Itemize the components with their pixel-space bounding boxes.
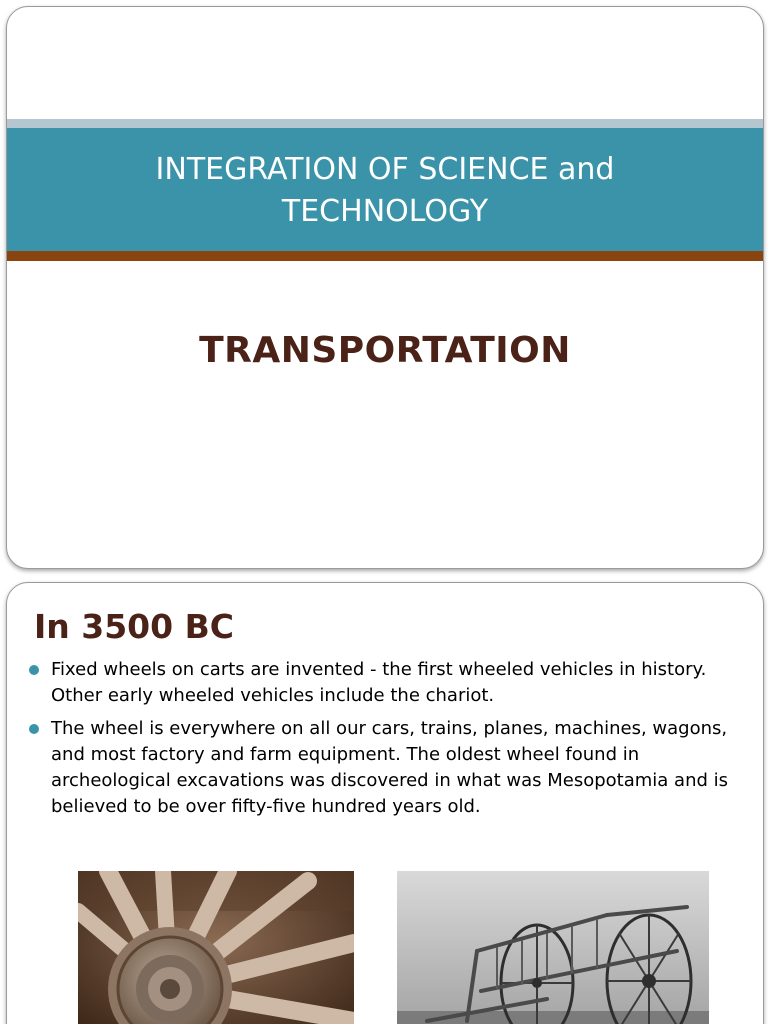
slide-title: INTEGRATION OF SCIENCE and TECHNOLOGY bbox=[155, 152, 615, 229]
wooden-wheel-photo bbox=[78, 871, 354, 1024]
antique-cart-photo bbox=[397, 871, 709, 1024]
bullet-text: Fixed wheels on carts are invented - the first wheeled vehicles in history. Other early wheeled vehicles include the chariot. bbox=[51, 659, 707, 706]
title-slide bbox=[6, 6, 764, 569]
bullet-list bbox=[27, 657, 749, 827]
content-slide bbox=[6, 582, 764, 1024]
slide-subtitle: TRANSPORTATION bbox=[199, 330, 571, 371]
bullet-item bbox=[27, 657, 749, 709]
title-band-top-stripe bbox=[7, 119, 763, 128]
bullet-item bbox=[27, 716, 749, 820]
slide-heading: In 3500 BC bbox=[34, 607, 234, 646]
bullet-text: The wheel is everywhere on all our cars, trains, planes, machines, wagons, and most factory and farm equipment. The oldest wheel found in archeological excavations was discovered in what was Mesopotamia and is believed to be over fifty-five hundred years old. bbox=[51, 718, 729, 817]
title-band-bottom-stripe bbox=[7, 251, 763, 261]
bullet-dot-icon bbox=[29, 724, 39, 734]
bullet-dot-icon bbox=[29, 665, 39, 675]
